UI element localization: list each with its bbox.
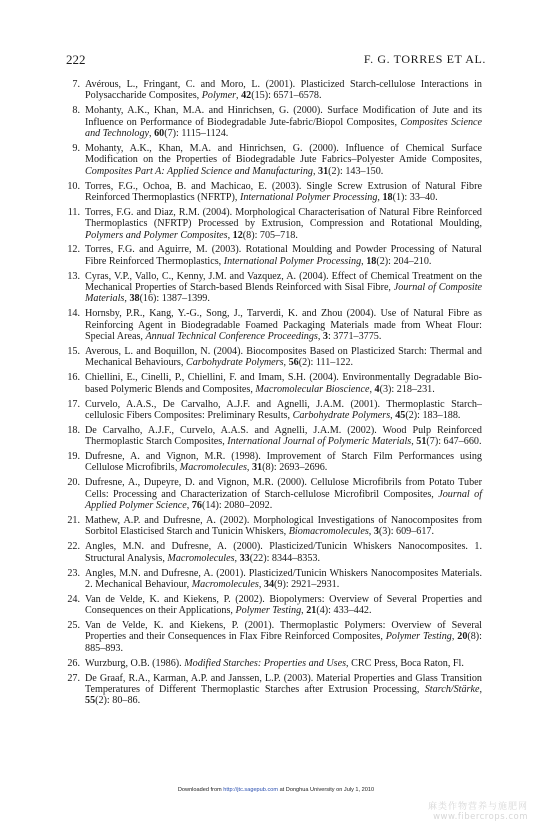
reference-volume: 42	[241, 90, 252, 102]
running-head: F. G. TORRES ET AL.	[363, 52, 486, 66]
reference-text	[85, 181, 482, 203]
reference-text-segment: (9): 2921–2931.	[274, 578, 340, 590]
reference-volume: 31	[318, 165, 329, 177]
reference-item	[66, 372, 482, 395]
reference-item	[66, 181, 482, 204]
reference-volume: 3	[322, 331, 328, 343]
reference-source: International Polymer Processing	[223, 255, 362, 267]
page-number: 222	[66, 52, 86, 67]
reference-item	[66, 399, 482, 422]
watermark-url: www.fibercrops.com	[433, 812, 528, 822]
watermark-text: 麻类作物营养与施肥网	[427, 802, 528, 812]
reference-volume: 45	[395, 409, 406, 421]
reference-text	[85, 620, 482, 654]
reference-text	[85, 346, 482, 368]
reference-volume: 56	[288, 357, 299, 369]
reference-source: Annual Technical Conference Proceedings	[145, 331, 318, 343]
reference-source: Polymer Testing	[385, 631, 452, 643]
reference-text-segment: Dufresne, A., Dupeyre, D. and Vignon, M.R. (2000). Cellulose Microfibrils from Potato Tuber Cells: Processing and Characterization of Starch-cellulose Microfibril Composites,	[85, 477, 482, 500]
reference-text-segment: Torres, F.G. and Diaz, R.M. (2004). Morphological Characterisation of Natural Fibre Reinforced Thermoplastics (NFRTP) Processed by Extrusion, Compression and Rotational Moulding,	[85, 206, 482, 230]
reference-text-segment: , CRC Press, Boca Raton, Fl.	[346, 657, 464, 669]
reference-text-segment: Chiellini, E., Cinelli, P., Chiellini, F. and Imam, S.H. (2004). Environmentally Degradable Bio-based Polymeric Blends and Composites,	[85, 372, 482, 395]
reference-volume: 18	[382, 191, 393, 203]
reference-text	[85, 673, 482, 707]
reference-item	[66, 594, 482, 617]
reference-text-segment: ,	[283, 357, 289, 369]
reference-text	[85, 143, 482, 177]
reference-number: 11.	[67, 206, 80, 218]
reference-number: 27.	[67, 672, 80, 684]
reference-text	[85, 271, 482, 305]
reference-text-segment: : 3771–3775.	[327, 331, 382, 343]
reference-number: 21.	[67, 515, 80, 526]
reference-item	[66, 658, 482, 669]
reference-text-segment: ,	[377, 191, 383, 203]
reference-item	[66, 105, 482, 139]
reference-number: 13.	[67, 270, 80, 282]
reference-number: 8.	[72, 105, 80, 117]
reference-text-segment: Wurzburg, O.B. (1986).	[85, 657, 185, 669]
reference-item	[66, 207, 482, 241]
reference-number: 14.	[67, 308, 80, 320]
reference-item	[66, 477, 482, 511]
reference-volume: 3	[373, 526, 379, 538]
reference-text	[85, 515, 482, 537]
reference-text	[85, 105, 482, 139]
reference-number: 12.	[67, 244, 80, 256]
reference-text-segment: (8): 705–718.	[242, 229, 298, 241]
reference-text-segment: Averous, L. and Boquillon, N. (2004). Biocomposites Based on Plasticized Starch: Thermal and Mechanical Behaviours,	[85, 345, 482, 369]
reference-text-segment: ,	[479, 684, 482, 696]
reference-number: 17.	[67, 398, 80, 410]
reference-text-segment: (7): 647–660.	[426, 436, 482, 448]
reference-text-segment: ,	[246, 462, 252, 474]
reference-text	[85, 568, 482, 590]
reference-volume: 38	[129, 293, 140, 305]
reference-source: Composites Science and Technology	[85, 116, 482, 139]
reference-text-segment: ,	[368, 526, 374, 538]
reference-text	[85, 658, 464, 669]
reference-item	[66, 541, 482, 564]
reference-text-segment: Hornsby, P.R., Kang, Y.-G., Song, J., Tarverdi, K. and Zhou (2004). Use of Natural Fibre as Reinforcing Agent in Biodegradable Foamed Packaging Materials made from Wheat Flour: Special Areas,	[85, 308, 482, 343]
reference-text	[85, 425, 482, 447]
reference-number: 10.	[67, 180, 80, 192]
reference-text	[85, 477, 482, 511]
reference-number: 22.	[67, 541, 80, 553]
reference-source: Carbohydrate Polymers	[292, 409, 391, 421]
reference-item	[66, 515, 482, 538]
page-header	[66, 52, 486, 70]
reference-source: Polymer Testing	[235, 605, 302, 617]
reference-text-segment: (1): 33–40.	[392, 191, 438, 203]
reference-source: Macromolecules	[179, 462, 247, 474]
reference-text-segment: ,	[390, 409, 396, 421]
reference-text-segment: ,	[451, 631, 458, 643]
reference-source: International Journal of Polymeric Materials	[227, 436, 412, 448]
reference-volume: 21	[306, 605, 317, 617]
reference-text-segment: (7): 1115–1124.	[164, 127, 229, 139]
reference-text-segment: (4): 433–442.	[316, 605, 372, 617]
reference-text	[85, 594, 482, 616]
reference-list	[66, 79, 482, 710]
footer-suffix: at Donghua University on July 1, 2010	[278, 787, 375, 793]
reference-text-segment: Cyras, V.P., Vallo, C., Kenny, J.M. and Vazquez, A. (2004). Effect of Chemical Treatment on the Mechanical Properties of Starch-based Blends Reinforced with Sisal Fibre,	[85, 270, 482, 294]
reference-text-segment: (22): 8344–8353.	[249, 552, 321, 564]
reference-text-segment: De Carvalho, A.J.F., Curvelo, A.A.S. and Agnelli, J.A.M. (2002). Wood Pulp Reinforced Thermoplastic Starch Composites,	[85, 424, 482, 448]
reference-text-segment: (2): 204–210.	[376, 255, 432, 267]
reference-volume: 34	[263, 578, 275, 590]
reference-source: Biomacromolecules	[288, 526, 369, 538]
reference-source: Polymers and Polymer Composites	[85, 229, 228, 241]
reference-item	[66, 568, 482, 591]
reference-volume: 12	[232, 229, 243, 241]
reference-number: 16.	[67, 372, 80, 384]
reference-number: 19.	[67, 451, 80, 463]
reference-source: Composites Part A: Applied Science and Manufacturing	[85, 165, 313, 177]
reference-text	[85, 207, 482, 241]
reference-item	[66, 673, 482, 707]
reference-text	[85, 399, 482, 421]
reference-text-segment: Dufresne, A. and Vignon, M.R. (1998). Improvement of Starch Film Performances using Cellulose Microfibrils,	[85, 451, 482, 474]
reference-item	[66, 143, 482, 177]
reference-text	[85, 451, 482, 473]
reference-number: 25.	[67, 620, 80, 632]
reference-text-segment: (3): 218–231.	[379, 383, 435, 395]
reference-text-segment: ,	[186, 500, 192, 512]
reference-volume: 51	[416, 436, 427, 448]
reference-number: 15.	[67, 345, 80, 357]
reference-text-segment: Avérous, L., Fringant, C. and Moro, L. (2001). Plasticized Starch-cellulose Interactions in Polysaccharide Composites,	[85, 79, 482, 102]
footer-link[interactable]: http://jtc.sagepub.com	[223, 787, 279, 793]
reference-text-segment: ,	[236, 90, 242, 102]
reference-item	[66, 620, 482, 654]
reference-text-segment: (16): 1387–1399.	[139, 293, 210, 305]
reference-volume: 4	[374, 383, 380, 395]
reference-source: International Polymer Processing	[240, 191, 378, 203]
reference-number: 9.	[72, 142, 80, 154]
reference-number: 7.	[72, 79, 80, 90]
reference-text-segment: ,	[317, 331, 323, 343]
reference-item	[66, 308, 482, 342]
reference-source: Starch/Stärke	[424, 684, 480, 696]
reference-source: Macromolecules	[191, 578, 259, 590]
reference-text-segment: ,	[301, 605, 307, 617]
reference-volume: 60	[154, 127, 165, 139]
reference-text-segment: (8): 885–893.	[85, 631, 482, 654]
footer-prefix: Downloaded from	[177, 787, 224, 793]
reference-item	[66, 244, 482, 267]
reference-volume: 33	[239, 552, 250, 564]
reference-text-segment: Curvelo, A.A.S., De Carvalho, A.J.F. and Agnelli, J.A.M. (2001). Thermoplastic Starch–cellulosic Fibers Composites: Preliminary Results,	[85, 398, 482, 421]
reference-text-segment: (2): 143–150.	[328, 165, 384, 177]
reference-source: Polymer	[201, 90, 237, 102]
reference-item	[66, 79, 482, 102]
reference-text-segment: ,	[227, 229, 233, 241]
reference-text-segment: Van de Velde, K. and Kiekens, P. (2001). Thermoplastic Polymers: Overview of Several Properties and their Consequences in Flax Fibre Reinforced Composites,	[85, 620, 482, 643]
reference-text-segment: (8): 2693–2696.	[262, 462, 328, 474]
reference-volume: 76	[191, 500, 202, 512]
reference-item	[66, 425, 482, 448]
reference-volume: 20	[457, 631, 468, 643]
reference-text-segment: Torres, F.G. and Aguirre, M. (2003). Rotational Moulding and Powder Processing of Natural Fibre Reinforced Thermoplastics,	[85, 244, 482, 267]
reference-volume: 55	[85, 695, 96, 707]
reference-text-segment: (14): 2080–2092.	[201, 500, 273, 512]
reference-source: Journal of Applied Polymer Science	[85, 488, 483, 512]
reference-text	[85, 79, 482, 101]
reference-source: Modified Starches: Properties and Uses	[184, 657, 347, 669]
reference-item	[66, 346, 482, 369]
reference-text	[85, 308, 482, 342]
reference-text-segment: Angles, M.N. and Dufresne, A. (2000). Plasticized/Tunicin Whiskers Nanocomposites. 1. Structural Analysis,	[85, 541, 482, 564]
reference-text-segment: ,	[312, 165, 319, 177]
reference-text-segment: Van de Velde, K. and Kiekens, P. (2002). Biopolymers: Overview of Several Properties and Consequences on their Applications,	[85, 593, 482, 617]
reference-source: Carbohydrate Polymers	[185, 357, 284, 369]
reference-volume: 18	[366, 255, 377, 267]
reference-text-segment: (2): 80–86.	[95, 695, 141, 707]
reference-item	[66, 451, 482, 474]
reference-number: 23.	[67, 567, 80, 579]
reference-number: 20.	[67, 477, 80, 489]
reference-number: 24.	[67, 593, 80, 605]
reference-text-segment: (2): 183–188.	[405, 409, 461, 421]
reference-number: 26.	[67, 657, 80, 669]
reference-text	[85, 244, 482, 266]
reference-text-segment: ,	[124, 293, 130, 305]
reference-text-segment: Angles, M.N. and Dufresne, A. (2001). Plasticized/Tunicin Whiskers Nanocomposites Materials. 2. Mechanical Behaviour,	[85, 567, 482, 590]
reference-text-segment: (3): 609–617.	[378, 526, 435, 538]
reference-number: 18.	[67, 424, 80, 436]
download-footer	[0, 787, 552, 793]
reference-text-segment: Mathew, A.P. and Dufresne, A. (2002). Morphological Investigations of Nanocomposites from Sorbitol Elasticised Starch and Tunicin Whiskers,	[85, 515, 482, 538]
reference-text-segment: Mohanty, A.K., Khan, M.A. and Hinrichsen, G. (2000). Influence of Chemical Surface Modification on the Properties of Biodegradable Jute Fabrics–Polyester Amide Composites,	[85, 142, 482, 166]
reference-text-segment: (15): 6571–6578.	[251, 90, 322, 102]
reference-source: Macromolecular Bioscience	[255, 383, 370, 395]
reference-volume: 31	[251, 462, 263, 474]
reference-text-segment: ,	[258, 578, 264, 590]
reference-text-segment: (2): 111–122.	[298, 357, 354, 369]
reference-text	[85, 541, 482, 563]
reference-text-segment: ,	[234, 552, 240, 564]
reference-text-segment: ,	[411, 436, 417, 448]
reference-text-segment: De Graaf, R.A., Karman, A.P. and Janssen, L.P. (2003). Material Properties and Glass Transition Temperatures of Different Thermoplastic Starches after Extrusion Processing,	[85, 672, 482, 696]
reference-text	[85, 372, 482, 394]
reference-source: Journal of Composite Materials	[85, 282, 483, 305]
reference-text-segment: ,	[361, 255, 367, 267]
reference-text-segment: Torres, F.G., Ochoa, B. and Machicao, E. (2003). Single Screw Extrusion of Natural Fibre Reinforced Thermoplastics (NFRTP),	[85, 180, 482, 203]
reference-item	[66, 271, 482, 305]
reference-text-segment: ,	[369, 383, 375, 395]
reference-text-segment: Mohanty, A.K., Khan, M.A. and Hinrichsen, G. (2000). Surface Modification of Jute and its Influence on Performance of Biodegradable Jute-fabric/Biopol Composites,	[85, 105, 482, 128]
reference-source: Macromolecules	[167, 552, 235, 564]
reference-text-segment: ,	[149, 127, 155, 139]
